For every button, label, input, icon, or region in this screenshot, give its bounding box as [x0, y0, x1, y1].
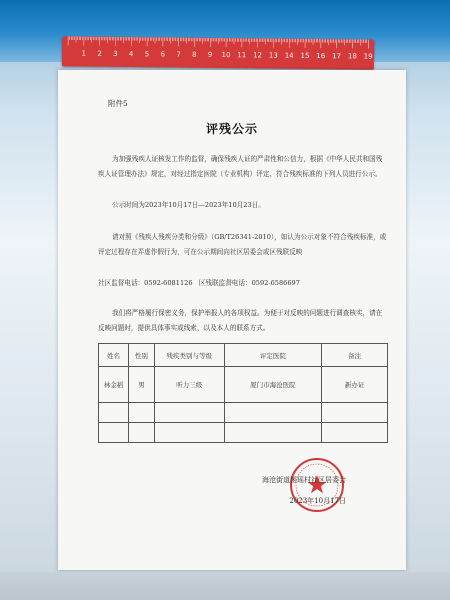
cell-disability: 听力三级 — [154, 367, 224, 403]
cell-gender — [128, 423, 154, 443]
cell-hospital — [224, 423, 322, 443]
table-row — [99, 403, 388, 423]
period-paragraph: 公示时间为2023年10月17日—2023年10月23日。 — [112, 201, 265, 209]
ruler-number: 16 — [316, 52, 326, 61]
cell-hospital — [224, 403, 322, 423]
signature-line: 海沧街道囷瑶村社区居委会 — [262, 476, 346, 484]
federation-phone: 区残联监督电话：0592-6586697 — [198, 279, 300, 287]
notice-title: 评残公示 — [205, 122, 258, 136]
table-header-row — [99, 344, 388, 367]
ruler-number: 15 — [300, 51, 310, 60]
cell-name — [99, 403, 129, 423]
annex-label: 附件5 — [108, 99, 128, 108]
cell-disability — [154, 403, 224, 423]
ruler-number: 10 — [221, 51, 231, 60]
ruler-number: 9 — [207, 50, 213, 59]
ruler-number: 12 — [253, 51, 263, 60]
ruler-number: 6 — [160, 50, 166, 59]
red-ruler — [62, 36, 374, 69]
cell-remark: 新办证 — [322, 367, 388, 403]
intro-paragraph: 为加强残疾人证核发工作的监督，确保残疾人证的严肃性和公信力，根据《中华人民共和国残疾人证管理办法》规定，对经过指定医院（专业机构）评定、符合残疾标准的下列人员进行公示。 — [98, 155, 383, 178]
cell-name: 林金稻 — [99, 367, 129, 403]
cell-disability — [154, 423, 224, 443]
header-remark: 备注 — [322, 344, 388, 367]
desk-edge — [0, 572, 450, 600]
notice-paper — [58, 70, 406, 570]
ruler-number: 18 — [347, 52, 357, 61]
cell-remark — [322, 403, 388, 423]
privacy-paragraph: 我们将严格履行保密义务，保护举报人的各项权益。为便于对反映的问题进行调查核实，请在反映问题时，提供具体事实或线索，以及本人的联系方式。 — [98, 309, 383, 332]
header-hospital: 评定医院 — [224, 344, 322, 367]
header-disability: 残疾类别与等级 — [154, 344, 224, 367]
ruler-number: 13 — [268, 51, 278, 60]
notice-date: 2023年10月17日 — [289, 497, 346, 505]
ruler-number: 3 — [113, 49, 118, 58]
ruler-scale — [62, 36, 374, 69]
header-gender: 性别 — [128, 344, 154, 367]
ruler-number: 1 — [81, 49, 87, 58]
ruler-number: 5 — [144, 50, 150, 59]
ruler-number: 4 — [128, 50, 134, 59]
phones-line — [98, 276, 388, 291]
objection-paragraph — [98, 230, 388, 260]
community-phone: 社区监督电话：0592-6081126 — [98, 279, 193, 287]
ruler-number: 2 — [97, 49, 102, 58]
header-name: 姓名 — [99, 344, 129, 367]
cell-hospital: 厦门市海沧医院 — [224, 367, 322, 403]
ruler-number: 11 — [237, 51, 247, 60]
table-row — [99, 367, 388, 403]
cell-name — [99, 423, 129, 443]
cell-gender: 男 — [128, 367, 154, 403]
ruler-number: 14 — [284, 51, 294, 60]
cell-remark — [322, 423, 388, 443]
ruler-number: 19 — [363, 52, 373, 61]
ruler-number: 7 — [176, 50, 181, 59]
public-notice-table — [98, 343, 388, 443]
table-row — [99, 423, 388, 443]
objection-text: 请对照《残疾人残疾分类和分级》（GB/T26341-2010），如认为公示对象不符合残疾标准，或评定过程存在弄虚作假行为，可在公示期间向社区居委会或区残联反映 — [98, 233, 387, 256]
ruler-number: 8 — [192, 50, 197, 59]
cell-gender — [128, 403, 154, 423]
ruler-number: 17 — [332, 52, 342, 61]
